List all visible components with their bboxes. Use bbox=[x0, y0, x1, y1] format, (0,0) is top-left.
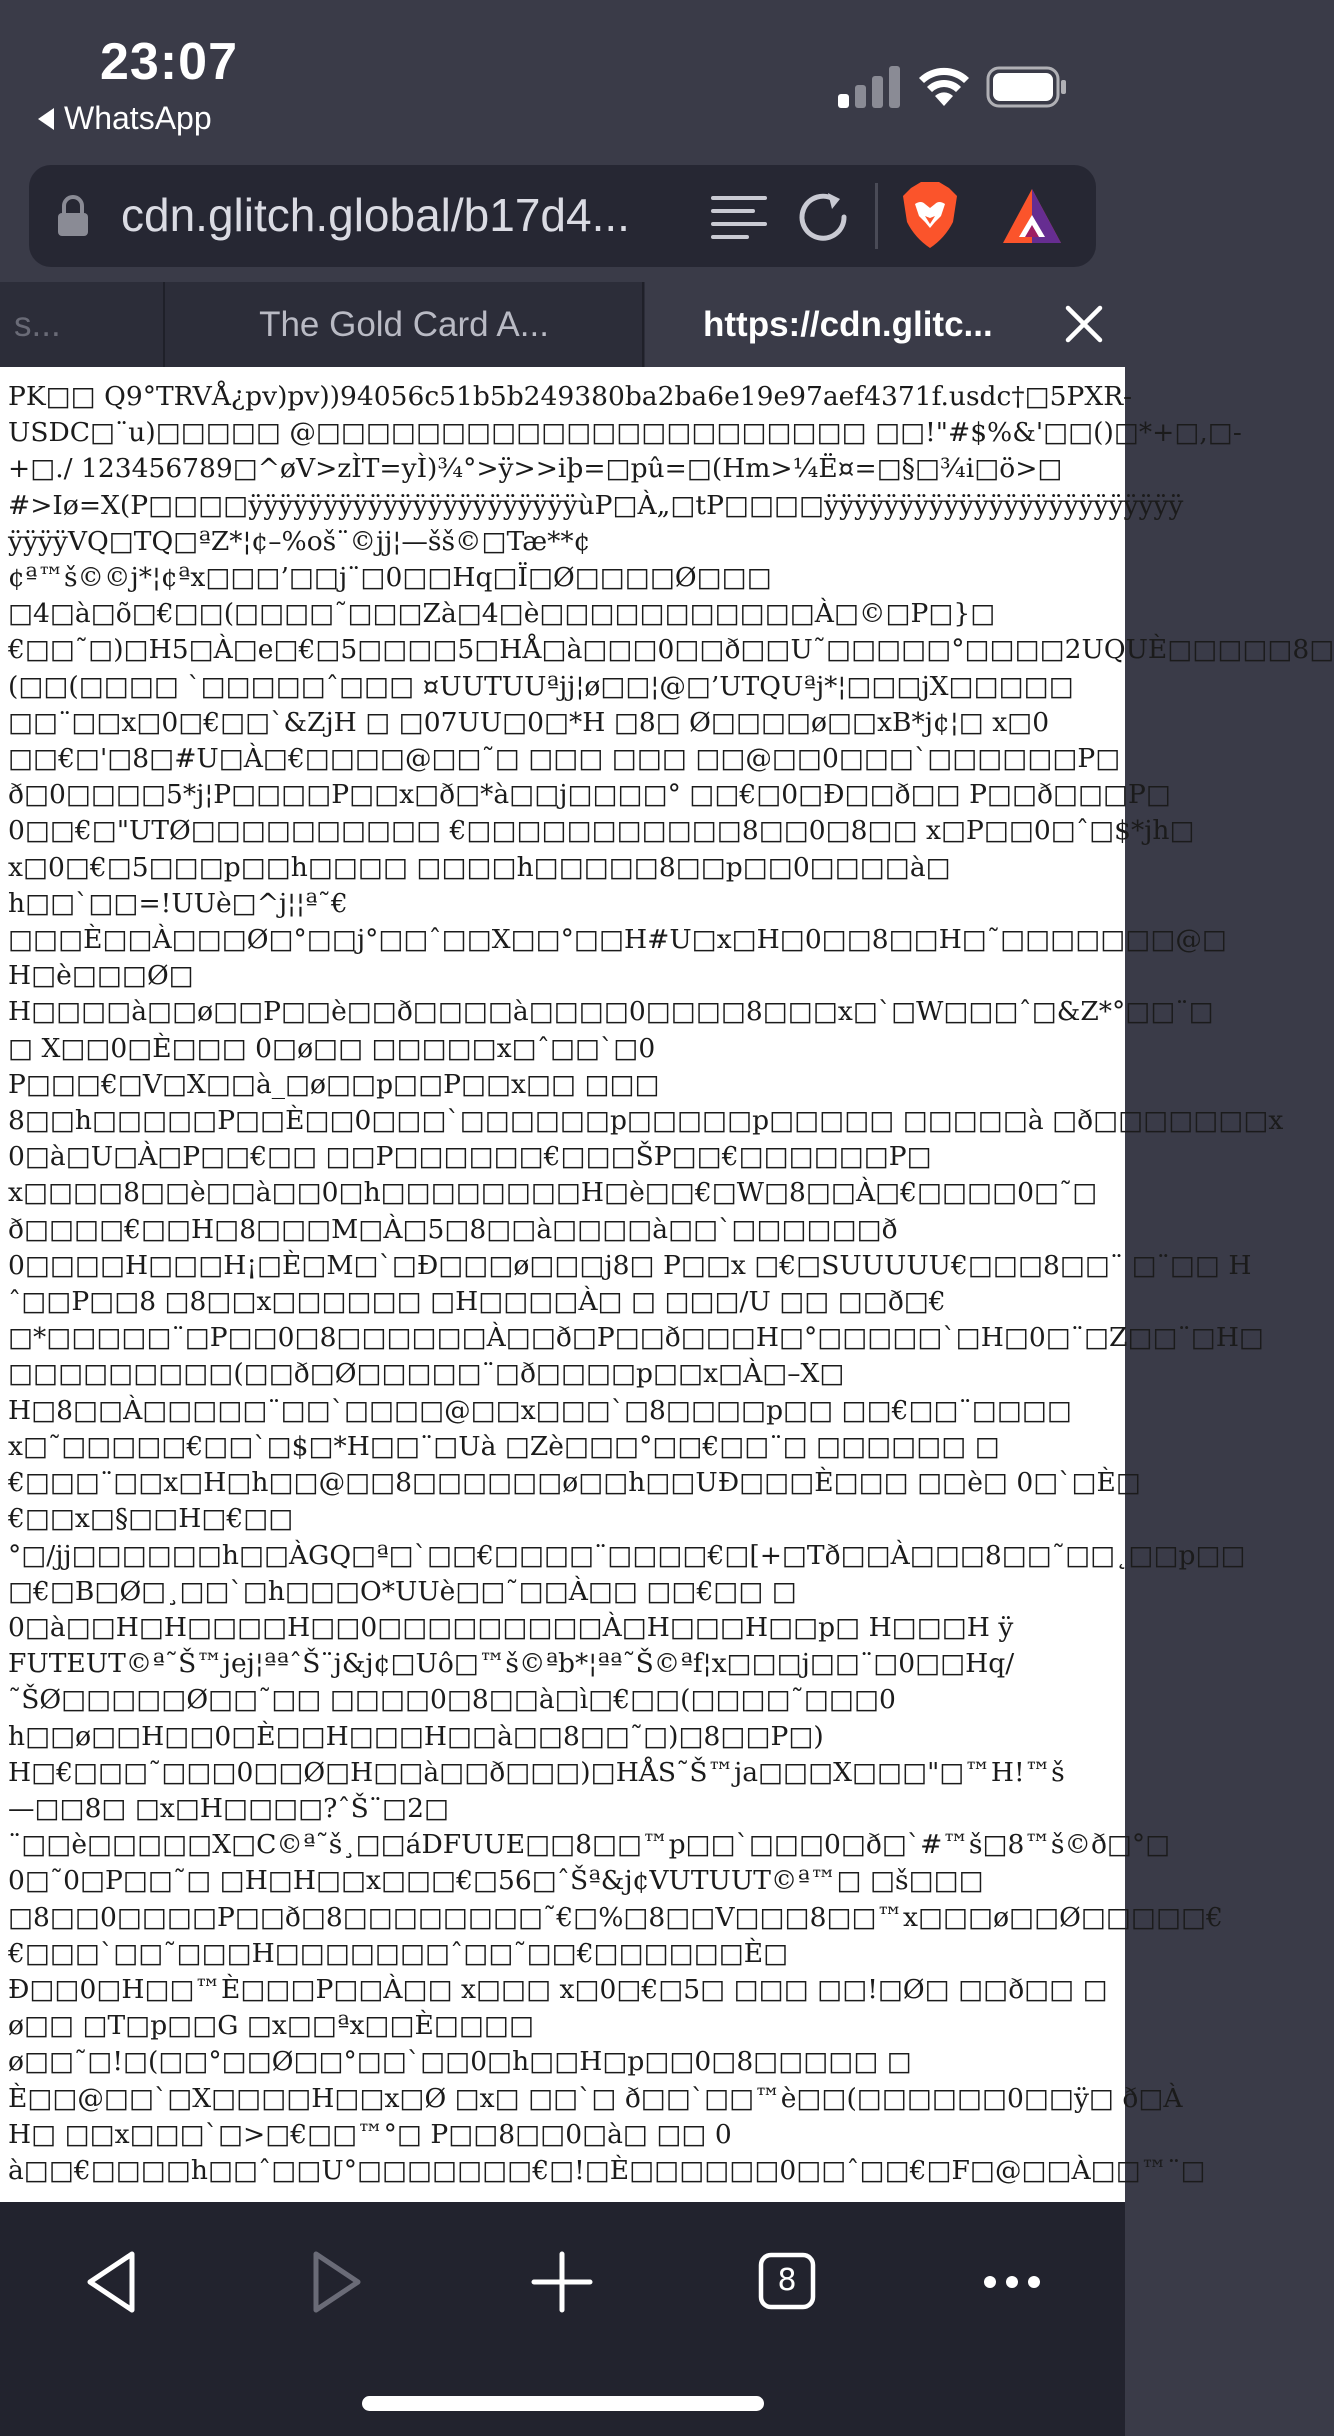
plus-icon[interactable] bbox=[532, 2252, 592, 2312]
tab-1[interactable]: s... bbox=[0, 282, 165, 367]
back-arrow-icon[interactable] bbox=[84, 2250, 140, 2314]
url-bar-divider bbox=[875, 183, 878, 249]
close-icon[interactable] bbox=[1064, 304, 1104, 344]
tab-strip bbox=[0, 282, 1125, 367]
battery-icon bbox=[986, 66, 1068, 108]
home-indicator[interactable] bbox=[362, 2396, 764, 2411]
lock-icon bbox=[55, 194, 91, 238]
url-text[interactable]: cdn.glitch.global/b17d4... bbox=[121, 189, 630, 241]
status-bar bbox=[0, 0, 1125, 150]
reader-mode-icon[interactable] bbox=[709, 192, 769, 240]
cellular-signal-icon bbox=[838, 66, 900, 108]
wifi-icon bbox=[918, 62, 970, 106]
back-app-label: WhatsApp bbox=[64, 100, 212, 136]
address-bar[interactable] bbox=[29, 165, 1096, 267]
forward-arrow-icon[interactable] bbox=[308, 2250, 364, 2314]
brave-shields-icon[interactable] bbox=[901, 182, 959, 248]
tabs-button[interactable] bbox=[758, 2252, 816, 2310]
tab-2[interactable]: The Gold Card A... bbox=[166, 282, 644, 367]
back-triangle-icon bbox=[38, 108, 54, 130]
reload-icon[interactable] bbox=[795, 189, 851, 245]
more-icon[interactable] bbox=[982, 2272, 1042, 2292]
back-to-app-link[interactable] bbox=[38, 100, 212, 137]
page-content bbox=[0, 367, 1334, 2202]
raw-file-text: PK□□ Q9°TRVÅ¿pv)pv))94056c51b5b249380ba2ba6e19e97aef4371f.usdc†□5PXR- USDC□¨u)□□□□□ @□□□□□□□□□□□□□□□□□□□□□□ □□!"#$%&'□□()□*+□,□- +□./ 123456789□^øV>zÌT=yÌ)¾°>ÿ>>iþ=□pû=□(Hm>¼Ë¤=□§□¾i□ö>□ #>Iø=X(P□□□□ÿÿÿÿÿÿÿÿÿÿÿÿÿÿÿÿÿÿÿÿÿÿùP□À„□tP□□□□ÿÿÿÿÿÿÿÿÿÿÿÿÿÿÿÿÿÿÿÿÿÿÿÿ ÿÿÿÿVQ□TQ□ªZ*¦¢–%oš¨©jj¦—šš©□Tæ**¢ ¢ª™š©©j*¦¢ªx□□□’□□j¨□0□□Hq□Ï□Ø□□□□Ø□□□ □4□à□õ□€□□(□□□□˜□□□Zà□4□è□□□□□□□□□□□À□©□P□}□ €□□˜□)□H5□À□e□€□5□□□□5□HÅ□à□□□0□□ð□□U˜□□□□□°□□□□2UQUÈ□□□□□8□ (□□(□□□□ `□□□□□ˆ□□□ ¤UUTUUªjj¦ø□□¦@□’UTQUªj*¦□□□jX□□□□□ □□¨□□x□0□€□□`&ZjH □ □07UU□0□*H □8□ Ø□□□□ø□□xB*j¢¦□ x□0 □□€□'□8□#U□À□€□□□□@□□˜□ □□□ □□□ □□@□□0□□□`□□□□□□P□ ð□0□□□□5*j¦P□□□□P□□x□ð□*à□□j□□□□° □□€□0□Ð□□ð□□ P□□ð□□□P□ 0□□€□"UTØ□□□□□□□□□□ €□□□□□□□□□□□8□□0□8□□ x□P□□0□ˆ□$*jh□ x□0□€□5□□□p□□h□□□□ □□□□h□□□□□8□□p□□0□□□□à□ h□□`□□=!UUè□^j¦¦ª˜€ □□□È□□À□□□Ø□°□□j°□□ˆ□□X□□°□□H#U□x□H□0□□8□□H□˜□□□□□□□@□ H□è□□□Ø□ H□□□□à□□ø□□P□□è□□ð□□□□à□□□□0□□□□8□□□x□`□W□□□ˆ□&Z*°□□¨□ □ X□□0□È□□□ 0□ø□□ □□□□□x□ˆ□□`□0 P□□□€□V□X□□à_□ø□□p□□P□□x□□ □□□ 8□□h□□□□□P□□È□□0□□□`□□□□□□p□□□□□p□□□□□ □□□□□à □ð□□□□□□□x 0□à□U□À□P□□€□□ □□P□□□□□□€□□□ŠP□□€□□□□□□P□ x□□□□8□□è□□à□□0□h□□□□□□□□H□è□□€□W□8□□À□€□□□□0□˜□ ð□□□□€□□H□8□□□M□À□5□8□□à□□□□à□□`□□□□□□ð 0□□□□H□□□H¡□È□M□`□Ð□□□ø□□□j8□ P□□x □€□SUUUUU€□□□8□□¨ □¨□□ H ˆ□□P□□8 □8□□x□□□□□□ □H□□□□À□ □ □□□/U □□ □□ð□€ □*□□□□□¨□P□□0□8□□□□□□À□□ð□P□□ð□□□H□°□□□□□`□H□0□¨□Z□□¨□H□ □□□□□□□□□(□□ð□Ø□□□□□¨□ð□□□□p□□x□À□–X□ H□8□□À□□□□□¨□□`□□□□@□□x□□□`□8□□□□p□□ □□€□□¨□□□□ x□˜□□□□□€□□`□$□*H□□¨□Uà □Zè□□□°□□€□□¨□ □□□□□□ □ €□□□¨□□x□H□h□□@□□8□□□□□□ø□□h□□UÐ□□□È□□□ □□è□ 0□`□È□ €□□x□§□□H□€□□ °□/jj□□□□□□h□□ÀGQ□ª□`□□€□□□□¨□□□□€□[+□Tð□□À□□□8□□˜□□˛□□p□□ □€□B□Ø□¸□□`□h□□□O*UUè□□˜□□À□□ □□€□□ □ 0□à□□H□H□□□□H□□0□□□□□□□□□À□H□□□H□□p□ H□□□H ÿ FUTEUT©ª˜Š™jej¦ªªˆŠ¨j&j¢□Uô□™š©ªb*¦ªª˜Š©ªf¦x□□□j□□¨□0□□Hq/ ˜ŠØ□□□□□Ø□□˜□□ □□□□0□8□□à□ì□€□□(□□□□˜□□□0 h□□ø□□H□□0□È□□H□□□H□□à□□8□□˜□)□8□□P□) H□€□□□˜□□□0□□Ø□H□□à□□ð□□□)□HÅS˜Š™ja□□□X□□□"□™H!™š —□□8□ □x□H□□□□?ˆŠ¨□2□ ¨□□è□□□□□X□C©ª˜š¸□□áDFUUE□□8□□™p□□`□□□0□ð□`#™š□8™š©ð□°□ 0□˜0□P□□˜□ □H□H□□x□□□€□56□ˆŠª&j¢VUTUUT©ª™□ □š□□□ □8□□0□□□□P□□ð□8□□□□□□□□˜€□%□8□□V□□□8□□™x□□□ø□□Ø□□□□□€ €□□□`□□˜□□□H□□□□□□□ˆ□□˜□□€□□□□□□È□ Ð□□0□H□□™È□□□P□□À□□ x□□□ x□0□€□5□ □□□ □□!□Ø□ □□ð□□ □ ø□□ □T□p□□G □x□□ªx□□È□□□□ ø□□˜□!□(□□°□□Ø□□°□□`□□0□h□□H□p□□0□8□□□□□ □ È□□@□□`□X□□□□H□□x□Ø □x□ □□`□ ð□□`□□™è□□(□□□□□□0□□ÿ□ ð□À H□ □□x□□□`□>□€□□™°□ P□□8□□0□à□ □□ 0 à□□€□□□□h□□ˆ□□U°□□□□□□□€□!□È□□□□□□0□□ˆ□□€□F□@□□À□□™¨□ bbox=[8, 381, 1334, 2186]
status-time: 23:07 bbox=[100, 33, 238, 91]
tab-count: 8 bbox=[777, 2263, 797, 2298]
tab-active[interactable]: https://cdn.glitc... bbox=[645, 282, 1125, 367]
brave-rewards-icon[interactable] bbox=[1001, 187, 1063, 245]
